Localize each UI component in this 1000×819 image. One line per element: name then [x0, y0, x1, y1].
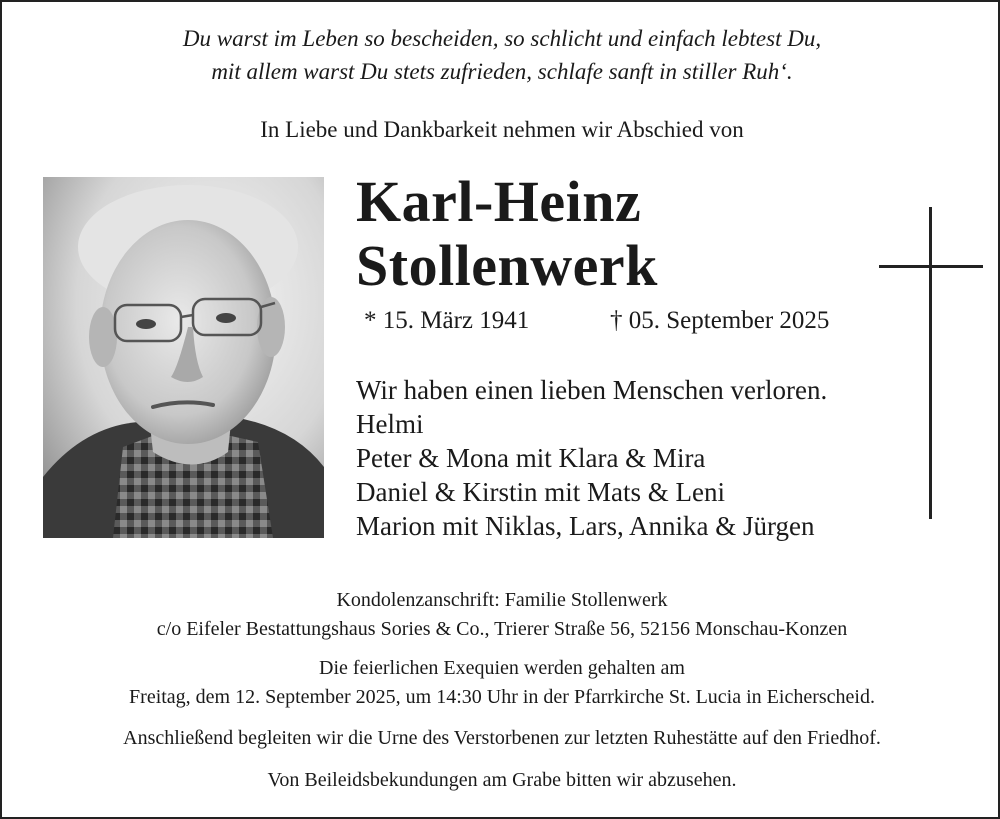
- exequies-line-2: Freitag, dem 12. September 2025, um 14:30 Uhr in der Pfarrkirche St. Lucia in Eicherscheid.: [129, 686, 875, 708]
- family-member: Helmi: [356, 409, 424, 439]
- family-member: Daniel & Kirstin mit Mats & Leni: [356, 477, 725, 507]
- family-list: [356, 373, 827, 543]
- deceased-name: [356, 170, 658, 298]
- cross-icon: [929, 207, 932, 519]
- death-date: † 05. September 2025: [610, 307, 830, 334]
- portrait-photo: [43, 177, 324, 538]
- condolence-line-2: c/o Eifeler Bestattungshaus Sories & Co., Trierer Straße 56, 52156 Monschau-Konzen: [156, 618, 848, 640]
- condolence-address: [2, 586, 1000, 644]
- cross-icon-bar: [879, 265, 983, 268]
- exequies-info: [2, 654, 1000, 712]
- urn-note: Anschließend begleiten wir die Urne des Verstorbenen zur letzten Ruhestätte auf den Friedhof.: [123, 727, 881, 749]
- exequies-line-1: Die feierlichen Exequien werden gehalten am: [319, 657, 685, 679]
- condolence-line-1: Kondolenzanschrift: Familie Stollenwerk: [336, 589, 668, 611]
- family-member: Peter & Mona mit Klara & Mira: [356, 443, 706, 473]
- deceased-last-name: Stollenwerk: [356, 233, 658, 298]
- birth-date: * 15. März 1941: [364, 307, 530, 334]
- closing-note: Von Beileidsbekundungen am Grabe bitten wir abzusehen.: [267, 769, 737, 791]
- family-member: Marion mit Niklas, Lars, Annika & Jürgen: [356, 511, 815, 541]
- poem-line-2: mit allem warst Du stets zufrieden, schlafe sanft in stiller Ruh‘.: [211, 59, 793, 84]
- poem-line-1: Du warst im Leben so bescheiden, so schlicht und einfach lebtest Du,: [182, 26, 822, 51]
- family-intro: Wir haben einen lieben Menschen verloren.: [356, 375, 828, 405]
- deceased-first-name: Karl-Heinz: [356, 169, 642, 234]
- intro-text: In Liebe und Dankbarkeit nehmen wir Abschied von: [260, 117, 744, 142]
- poem: [2, 22, 1000, 88]
